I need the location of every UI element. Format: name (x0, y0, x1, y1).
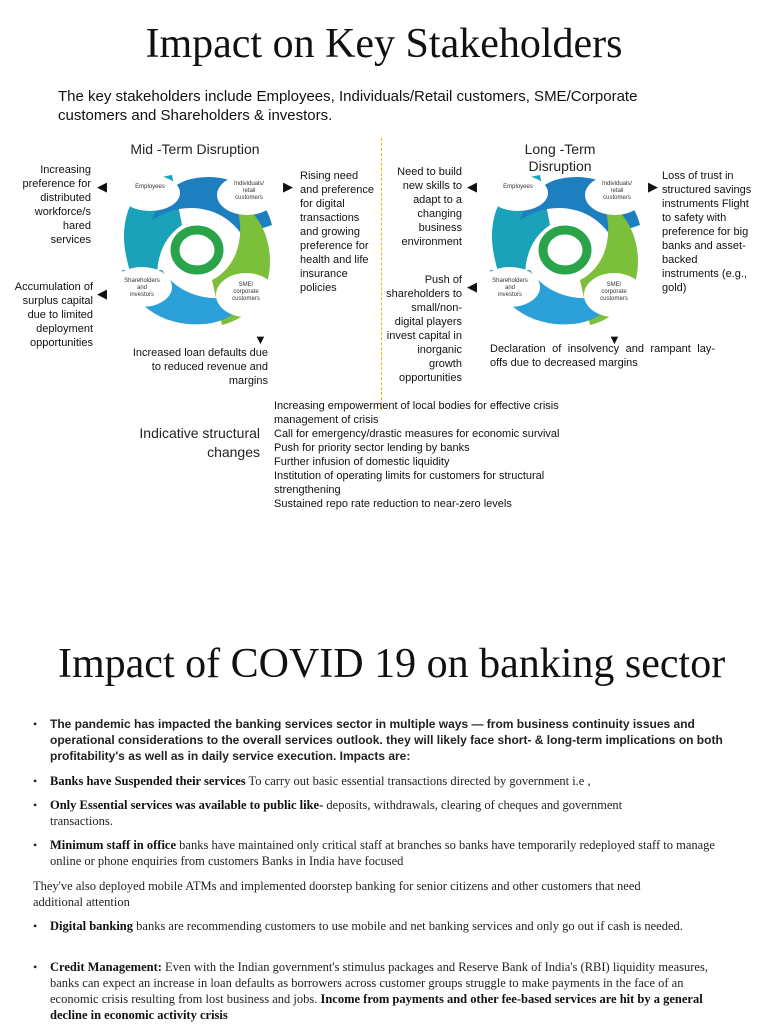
long-right-note: Loss of trust in structured savings instruments Flight to safety with preference for big banks and asset-backed instruments (e.g., gold) (662, 170, 752, 294)
mid-seg-retail-2: retail (242, 188, 256, 194)
mid-seg-retail-3: customers (235, 195, 263, 201)
long-bottom-arrow-icon: ▼ (608, 332, 621, 347)
slide2-title: Impact of COVID 19 on banking sector (58, 641, 726, 687)
mid-bottom-note: Increased loan defaults due to reduced revenue and margins (132, 347, 268, 387)
bullet-credit-rest: Even with the Indian government's stimulus packages and Reserve Bank of India's (RBI) liquidity measures, banks can expect an increase in loan defaults as borrowers across customer groups struggle to make payments in the face of an economic crisis resulting from lost business and jobs. (50, 960, 708, 1006)
slide1-title: Impact on Key Stakeholders (145, 21, 623, 67)
mid-seg-share-1: Shareholders (124, 278, 160, 284)
mid-left-top-arrow-icon: ◀ (97, 179, 107, 194)
mid-right-arrow-icon: ▶ (283, 179, 293, 194)
long-seg-retail-2: retail (610, 188, 624, 194)
mid-bottom-arrow-icon: ▼ (254, 332, 267, 347)
mid-term-heading: Mid -Term Disruption (130, 141, 260, 157)
bullet-pandemic-text: The pandemic has impacted the banking services sector in multiple ways — from business continuity issues and operational considerations to the overall services outlook. they will likely face short- & long-term implications on both profitability's as well as in daily service execution. Impacts are: (50, 717, 723, 763)
change-item: Call for emergency/drastic measures for economic survival (274, 428, 560, 440)
bullet-dot-icon: • (33, 717, 38, 731)
changes-list (274, 399, 589, 511)
long-seg-retail-3: customers (603, 195, 631, 201)
mid-seg-retail-1: Individuals/ (233, 181, 265, 187)
bullet-credit-bold2: Income from payments and other fee-based services are hit by a general decline in economic activity crisis (50, 992, 703, 1022)
bullet-credit (33, 959, 723, 1023)
long-seg-sme-1: SME/ (606, 282, 622, 288)
change-item: Further infusion of domestic liquidity (274, 456, 450, 468)
change-item: Sustained repo rate reduction to near-zero levels (274, 498, 512, 510)
long-seg-sme-3: customers (600, 296, 628, 302)
bullet-dot-icon: • (33, 960, 38, 974)
mid-left-bottom-note: Accumulation of surplus capital due to limited deployment opportunities (14, 281, 93, 349)
bullet-digital-rest: banks are recommending customers to use mobile and net banking services and only go out if cash is needed. (133, 919, 683, 933)
long-left-top-note: Need to build new skills to adapt to a changing business environment (397, 166, 462, 248)
long-term-heading: Long -Term Disruption (524, 141, 596, 174)
bullet-suspended-rest: To carry out basic essential transactions directed by government i.e , (245, 774, 591, 788)
long-left-top-arrow-icon: ◀ (467, 179, 477, 194)
bullet-digital-bold: Digital banking (50, 919, 134, 933)
bullet-suspended-bold: Banks have Suspended their services (50, 774, 246, 788)
change-item: Push for priority sector lending by banks (274, 442, 470, 454)
mobile-atm-paragraph: They've also deployed mobile ATMs and implemented doorstep banking for senior citizens and other customers that need additional attention (33, 879, 641, 909)
bullet-dot-icon: • (33, 838, 38, 852)
long-seg-share-2: and (504, 285, 516, 291)
bullet-min-staff-rest: banks have maintained only critical staff at branches so banks have temporarily redeployed staff to manage online or phone enquiries from customers Banks in India have focused (50, 838, 715, 868)
mid-right-note: Rising need and preference for digital transactions and growing preference for health and life insurance policies (300, 170, 374, 294)
bullet-pandemic (33, 716, 723, 764)
long-seg-share-1: Shareholders (492, 278, 528, 284)
bullet-suspended (33, 773, 723, 789)
changes-label: Indicative structural changes (139, 425, 260, 460)
mid-seg-share-3: investors (129, 292, 155, 298)
mid-left-bottom-arrow-icon: ◀ (97, 286, 107, 301)
mid-seg-sme-1: SME/ (238, 282, 254, 288)
bullet-min-staff (33, 837, 723, 869)
long-left-bottom-arrow-icon: ◀ (467, 279, 477, 294)
bullet-dot-icon: • (33, 798, 38, 812)
mid-left-top-note: Increasing preference for distributed workforce/s hared services (22, 164, 91, 246)
bullet-credit-bold: Credit Management: (50, 960, 162, 974)
bullet-dot-icon: • (33, 774, 38, 788)
section-divider (381, 138, 382, 410)
long-right-arrow-icon: ▶ (648, 179, 658, 194)
mid-seg-employees: Employees (135, 184, 165, 190)
long-bottom-note: Declaration of insolvency and rampant lay-offs due to decreased margins (490, 343, 715, 369)
bullet-essential (33, 797, 723, 829)
long-seg-sme-2: corporate (601, 289, 627, 295)
mid-stakeholder-diagram (112, 165, 282, 335)
change-item: Institution of operating limits for customers for structural strengthening (274, 470, 545, 496)
bullet-digital (33, 918, 723, 934)
long-seg-share-3: investors (497, 292, 523, 298)
long-stakeholder-diagram (480, 165, 650, 335)
change-item: Increasing empowerment of local bodies for effective crisis management of crisis (274, 400, 559, 426)
mid-seg-sme-3: customers (232, 296, 260, 302)
bullet-min-staff-bold: Minimum staff in office (50, 838, 177, 852)
bullet-dot-icon: • (33, 919, 38, 933)
long-seg-employees: Employees (503, 184, 533, 190)
long-seg-retail-1: Individuals/ (601, 181, 633, 187)
mid-seg-share-2: and (136, 285, 148, 291)
bullet-essential-bold: Only Essential services was available to public like- (50, 798, 324, 812)
bullet-essential-rest: deposits, withdrawals, clearing of cheques and government transactions. (50, 798, 623, 828)
mid-seg-sme-2: corporate (233, 289, 259, 295)
intro-text: The key stakeholders include Employees, Individuals/Retail customers, SME/Corporate customers and Shareholders & investors. (58, 88, 638, 124)
long-left-bottom-note: Push of shareholders to small/non-digital players invest capital in inorganic growth opportunities (386, 274, 462, 384)
